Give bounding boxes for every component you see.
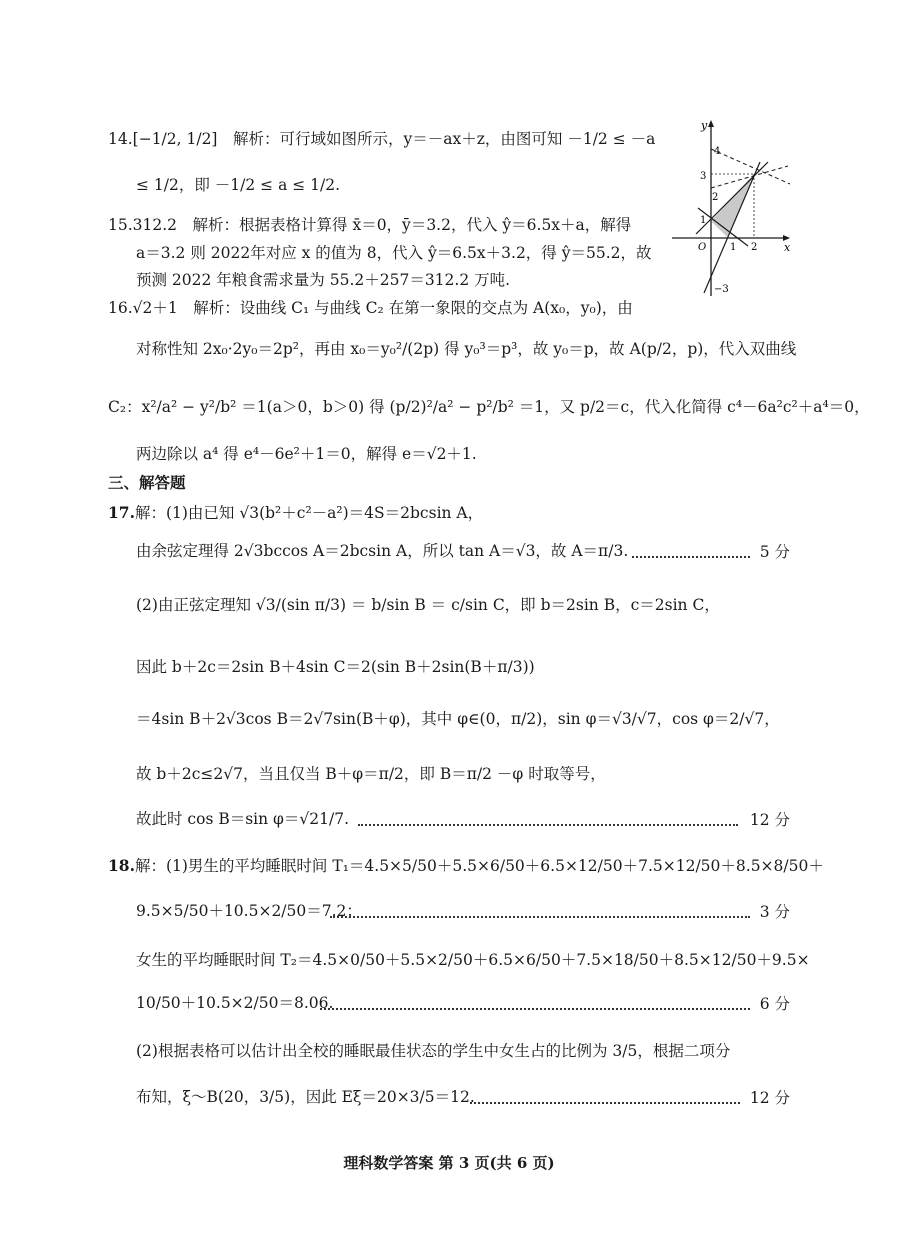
q18-line1 [108,855,824,877]
q17-line6: 故 b＋2c≤2√7，当且仅当 B＋φ＝π/2，即 B＝π/2 －φ 时取等号， [136,765,606,783]
q17-leader-1 [632,556,750,558]
q17-line5: ＝4sin B＋2√3cos B＝2√7sin(B＋φ)，其中 φ∈(0，π/2)，sin φ＝√3/√7，cos φ＝2/√7， [136,710,780,728]
q16-line3: C₂：x²/a² − y²/b² ＝1(a＞0，b＞0) 得 (p/2)²/a² − p²/b² ＝1，又 p/2＝c，代入化简得 c⁴－6a²c²＋a⁴＝0， [108,398,870,416]
q18-line6: 布知，ξ～B(20，3/5)，因此 Eξ＝20×3/5＝12. [136,1088,475,1106]
q18-number: 18. [108,856,135,875]
q18-score-3: 12 分 [749,1089,790,1107]
q14-line1 [108,128,655,150]
q17-leader-2 [358,824,738,826]
x-label: x [784,241,791,254]
q17-text-1: 解：(1)由已知 √3(b²＋c²－a²)＝4S＝2bcsin A， [134,504,484,522]
feasible-region [711,174,754,238]
tick-x-2: 2 [751,242,758,253]
y-axis-arrow [708,120,714,127]
q17-line3: (2)由正弦定理知 √3/(sin π/3) ＝ b/sin B ＝ c/sin C，即 b＝2sin B，c＝2sin C， [136,596,720,614]
feasible-region-graph [668,118,794,296]
q18-score-2: 6 分 [759,995,790,1013]
q18-score-1: 3 分 [759,903,790,921]
q14-answer: [−1/2, 1/2] [132,130,218,148]
q16-line2: 对称性知 2x₀·2y₀＝2p²，再由 x₀＝y₀²/(2p) 得 y₀³＝p³，故 y₀＝p，故 A(p/2，p)，代入双曲线 [136,340,797,358]
q15-number: 15. [108,216,133,234]
q17-line7: 故此时 cos B＝sin φ＝√21/7. [136,810,349,828]
q14-text-1: 解析：可行域如图所示，y＝－ax＋z，由图可知 －1/2 ≤ －a [233,130,656,148]
q17-line1 [108,502,483,524]
tick-x-1: 1 [730,242,737,253]
q14-line2: ≤ 1/2，即 －1/2 ≤ a ≤ 1/2. [136,176,341,194]
q18-line2: 9.5×5/50＋10.5×2/50＝7.2； [136,902,362,920]
section-title: 三、解答题 [108,473,186,492]
q17-score-2: 12 分 [749,811,790,829]
q18-leader-2 [320,1008,750,1010]
q15-line3: 预测 2022 年粮食需求量为 55.2＋257＝312.2 万吨. [136,271,511,289]
q15-text-1: 312.2 解析：根据表格计算得 x̄＝0，ȳ＝3.2，代入 ŷ＝6.5x＋a，解得 [132,216,632,234]
q16-line4: 两边除以 a⁴ 得 e⁴－6e²＋1＝0，解得 e＝√2＋1. [136,445,477,463]
q16-line1 [108,297,633,319]
q14-number: 14. [108,130,133,148]
q16-text-1: √2＋1 解析：设曲线 C₁ 与曲线 C₂ 在第一象限的交点为 A(x₀，y₀)，由 [132,299,633,317]
q17-number: 17. [108,503,135,522]
page-footer: 理科数学答案 第 3 页(共 6 页) [343,1154,555,1172]
tick-y-1: 1 [700,215,707,226]
q18-text-1: 解：(1)男生的平均睡眠时间 T₁＝4.5×5/50＋5.5×6/50＋6.5×12/50＋7.5×12/50＋8.5×8/50＋ [134,857,824,875]
y-label: y [701,119,708,132]
q16-number: 16. [108,299,133,317]
q18-line5: (2)根据表格可以估计出全校的睡眠最佳状态的学生中女生占的比例为 3/5，根据二项分 [136,1042,731,1060]
q18-leader-1 [330,916,750,918]
q15-line1 [108,214,631,236]
q18-leader-3 [470,1102,740,1104]
q17-score-1: 5 分 [759,543,790,561]
q17-line4: 因此 b＋2c＝2sin B＋4sin C＝2(sin B＋2sin(B＋π/3)) [136,658,535,676]
tick-neg-3: −3 [714,284,729,295]
tick-y-4: 4 [714,146,721,157]
q15-line2: a＝3.2 则 2022年对应 x 的值为 8，代入 ŷ＝6.5x＋3.2，得 ŷ＝55.2，故 [136,244,652,262]
tick-y-2: 2 [712,192,719,203]
q17-line2: 由余弦定理得 2√3bccos A＝2bcsin A，所以 tan A＝√3，故 A＝π/3. [136,542,629,560]
tick-y-3: 3 [700,171,707,182]
origin-label: O [698,242,707,253]
q18-line4: 10/50＋10.5×2/50＝8.06. [136,994,334,1012]
q18-line3: 女生的平均睡眠时间 T₂＝4.5×0/50＋5.5×2/50＋6.5×6/50＋7.5×18/50＋8.5×12/50＋9.5× [136,951,810,969]
